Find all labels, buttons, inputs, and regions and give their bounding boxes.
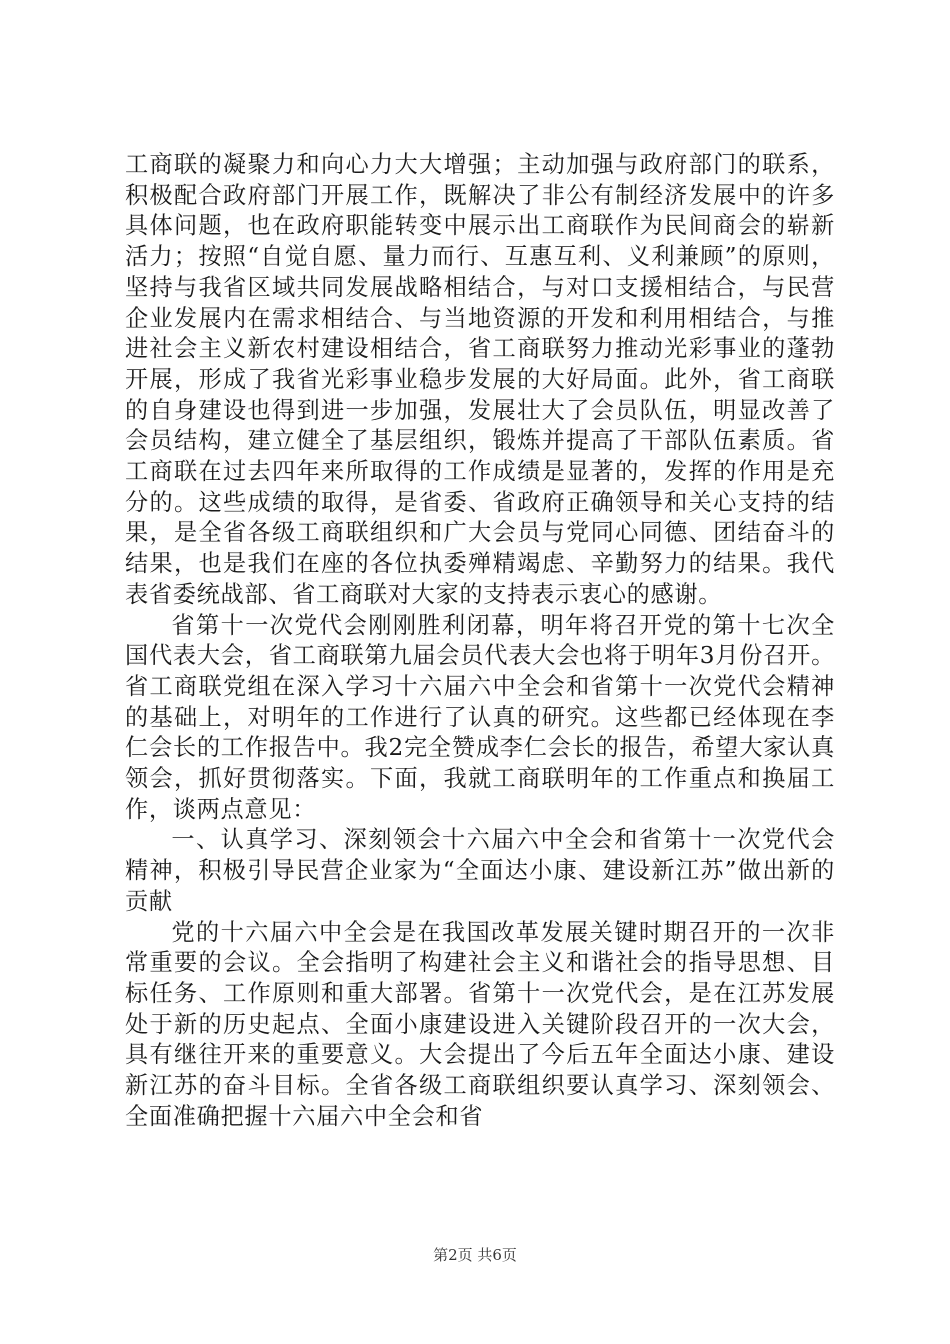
body-text — [125, 150, 835, 1133]
page-number-footer: 第2页 共6页 — [433, 1246, 517, 1264]
paragraph-continuation: 工商联的凝聚力和向心力大大增强；主动加强与政府部门的联系，积极配合政府部门开展工作，既解决了非公有制经济发展中的许多具体问题，也在政府职能转变中展示出工商联作为民间商会的崭新活力；按照“自觉自愿、量力而行、互惠互利、义利兼顾”的原则，坚持与我省区域共同发展战略相结合，与对口支援相结合，与民营企业发展内在需求相结合、与当地资源的开发和利用相结合，与推进社会主义新农村建设相结合，省工商联努力推动光彩事业的蓬勃开展，形成了我省光彩事业稳步发展的大好局面。此外，省工商联的自身建设也得到进一步加强，发展壮大了会员队伍，明显改善了会员结构，建立健全了基层组织，锻炼并提高了干部队伍素质。省工商联在过去四年来所取得的工作成绩是显著的，发挥的作用是充分的。这些成绩的取得，是省委、省政府正确领导和关心支持的结果，是全省各级工商联组织和广大会员与党同心同德、团结奋斗的结果，也是我们在座的各位执委殚精竭虑、辛勤努力的结果。我代表省委统战部、省工商联对大家的支持表示衷心的感谢。 — [125, 151, 835, 608]
section-heading-one: 一、认真学习、深刻领会十六届六中全会和省第十一次党代会精神，积极引导民营企业家为“全面达小康、建设新江苏”做出新的贡献 — [125, 826, 835, 915]
paragraph-party-congress: 省第十一次党代会刚刚胜利闭幕，明年将召开党的第十七次全国代表大会，省工商联第九届会员代表大会也将于明年3月份召开。省工商联党组在深入学习十六届六中全会和省第十一次党代会精神的基础上，对明年的工作进行了认真的研究。这些都已经体现在李仁会长的工作报告中。我2完全赞成李仁会长的报告，希望大家认真领会，抓好贯彻落实。下面，我就工商联明年的工作重点和换届工作，谈两点意见： — [125, 611, 835, 823]
paragraph-plenary-session: 党的十六届六中全会是在我国改革发展关键时期召开的一次非常重要的会议。全会指明了构建社会主义和谐社会的指导思想、目标任务、工作原则和重大部署。省第十一次党代会，是在江苏发展处于新的历史起点、全面小康建设进入关键阶段召开的一次大会，具有继往开来的重要意义。大会提出了今后五年全面达小康、建设新江苏的奋斗目标。全省各级工商联组织要认真学习、深刻领会、全面准确把握十六届六中全会和省 — [125, 918, 835, 1130]
